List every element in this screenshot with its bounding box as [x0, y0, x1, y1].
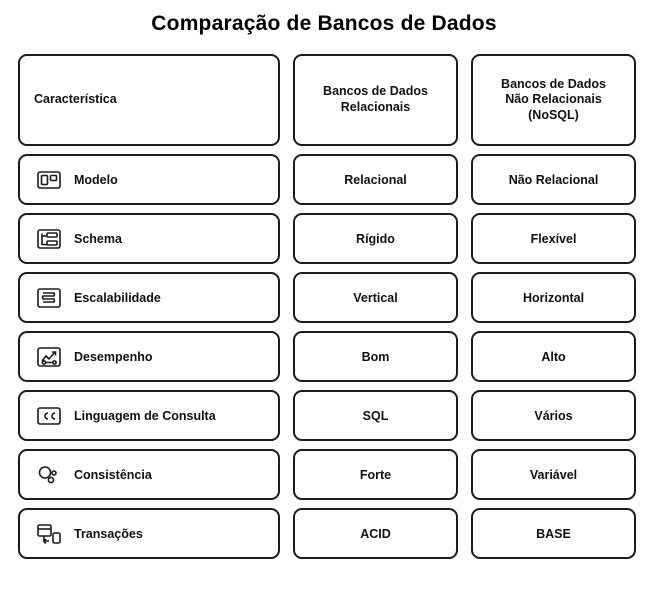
- stacked-layers-icon: [34, 283, 64, 313]
- nosql-value-cell: [471, 390, 636, 441]
- feature-cell: [18, 213, 280, 264]
- comparison-diagram: [0, 12, 648, 594]
- relational-value: Vertical: [353, 290, 398, 305]
- relational-value: SQL: [362, 408, 389, 423]
- header-nosql-line1: Bancos de Dados: [501, 76, 606, 91]
- table-row: [18, 213, 630, 264]
- header-nosql-line2: Não Relacionais: [505, 92, 602, 107]
- nosql-value: Vários: [534, 408, 573, 423]
- code-brackets-icon: [34, 401, 64, 431]
- relational-value-cell: [293, 154, 458, 205]
- nosql-value: Não Relacional: [508, 172, 599, 187]
- relational-value: ACID: [360, 526, 391, 541]
- nosql-value-cell: [471, 154, 636, 205]
- feature-cell: [18, 508, 280, 559]
- comparison-table: [10, 54, 638, 559]
- table-row: [18, 272, 630, 323]
- header-relational-label: [323, 84, 428, 115]
- header-cell-nosql: [471, 54, 636, 146]
- table-row: [18, 508, 630, 559]
- page-title: Comparação de Bancos de Dados: [151, 12, 497, 35]
- nosql-value: Horizontal: [522, 290, 585, 305]
- relational-value-cell: [293, 449, 458, 500]
- nosql-value-cell: [471, 331, 636, 382]
- relational-value: Forte: [359, 467, 392, 482]
- feature-label: Modelo: [74, 172, 118, 187]
- layout-panels-icon: [34, 165, 64, 195]
- header-nosql-line3: (NoSQL): [528, 107, 579, 122]
- table-row: [18, 331, 630, 382]
- transaction-arrows-icon: [34, 519, 64, 549]
- nosql-value-cell: [471, 213, 636, 264]
- circles-consistency-icon: [34, 460, 64, 490]
- relational-value-cell: [293, 390, 458, 441]
- header-cell-relational: [293, 54, 458, 146]
- feature-cell: [18, 331, 280, 382]
- relational-value-cell: [293, 272, 458, 323]
- relational-value-cell: [293, 508, 458, 559]
- performance-graph-icon: [34, 342, 64, 372]
- feature-label: Schema: [74, 231, 122, 246]
- table-header-row: [18, 54, 630, 146]
- relational-value-cell: [293, 331, 458, 382]
- table-row: [18, 449, 630, 500]
- table-row: [18, 154, 630, 205]
- feature-label: Consistência: [74, 467, 152, 482]
- nosql-value-cell: [471, 508, 636, 559]
- nosql-value: Variável: [529, 467, 578, 482]
- feature-cell: [18, 449, 280, 500]
- relational-value: Relacional: [344, 172, 407, 187]
- table-row: [18, 390, 630, 441]
- header-feature-label: Característica: [34, 92, 117, 107]
- feature-label: Desempenho: [74, 349, 153, 364]
- feature-label: Linguagem de Consulta: [74, 408, 216, 423]
- nosql-value-cell: [471, 449, 636, 500]
- nosql-value: Flexível: [530, 231, 577, 246]
- feature-cell: [18, 390, 280, 441]
- feature-label: Transações: [74, 526, 143, 541]
- feature-cell: [18, 272, 280, 323]
- header-nosql-label: [501, 77, 606, 124]
- feature-label: Escalabilidade: [74, 290, 161, 305]
- nosql-value: Alto: [541, 349, 566, 364]
- relational-value: Rígido: [356, 231, 395, 246]
- schema-blocks-icon: [34, 224, 64, 254]
- nosql-value: BASE: [536, 526, 571, 541]
- header-relational-line1: Bancos de Dados: [323, 84, 428, 99]
- header-cell-feature: [18, 54, 280, 146]
- feature-cell: [18, 154, 280, 205]
- relational-value-cell: [293, 213, 458, 264]
- relational-value: Bom: [361, 349, 390, 364]
- nosql-value-cell: [471, 272, 636, 323]
- header-relational-line2: Relacionais: [340, 100, 411, 114]
